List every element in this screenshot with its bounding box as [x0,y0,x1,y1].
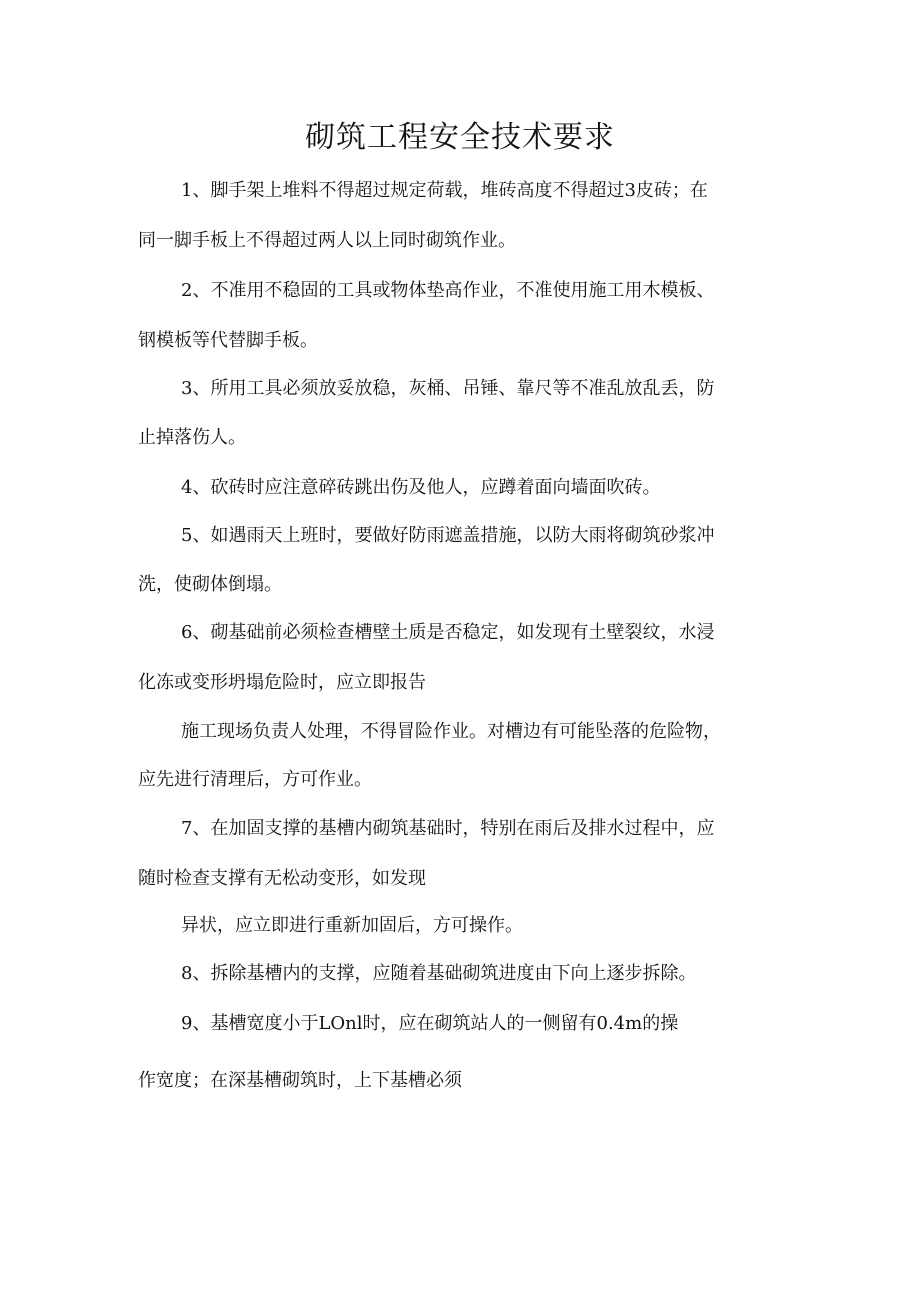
text-line: 5、如遇雨天上班时，要做好防雨遮盖措施，以防大雨将砌筑砂浆冲 [181,525,715,546]
text-line: 钢模板等代替脚手板。 [138,330,318,351]
text-line: 作宽度；在深基槽砌筑时，上下基槽必须 [138,1070,462,1091]
text-line: 止掉落伤人。 [138,427,246,448]
text-line: 化冻或变形坍塌危险时，应立即报告 [138,672,426,693]
text-line: 3、所用工具必须放妥放稳，灰桶、吊锤、靠尺等不准乱放乱丢，防 [181,378,715,399]
text-line: 同一脚手板上不得超过两人以上同时砌筑作业。 [138,230,516,251]
text-line: 随时检查支撑有无松动变形，如发现 [138,868,426,889]
text-line: 9、基槽宽度小于LOnl时，应在砌筑站人的一侧留有0.4m的操 [181,1013,679,1034]
text-line: 7、在加固支撑的基槽内砌筑基础时，特别在雨后及排水过程中，应 [181,818,715,839]
text-line: 洗，使砌体倒塌。 [138,574,282,595]
text-line: 6、砌基础前必须检查槽壁土质是否稳定，如发现有土壁裂纹，水浸 [181,622,715,643]
document-title: 砌筑工程安全技术要求 [305,120,615,155]
text-line: 8、拆除基槽内的支撑，应随着基础砌筑进度由下向上逐步拆除。 [181,963,697,984]
text-line: 4、砍砖时应注意碎砖跳出伤及他人，应蹲着面向墙面吹砖。 [181,477,661,498]
text-line: 施工现场负责人处理，不得冒险作业。对槽边有可能坠落的危险物， [181,721,721,742]
text-line: 应先进行清理后，方可作业。 [138,769,372,790]
text-line: 1、脚手架上堆料不得超过规定荷载，堆砖高度不得超过3皮砖；在 [181,180,708,201]
text-line: 异状，应立即进行重新加固后，方可操作。 [181,915,523,936]
text-line: 2、不准用不稳固的工具或物体垫高作业，不准使用施工用木模板、 [181,280,715,301]
